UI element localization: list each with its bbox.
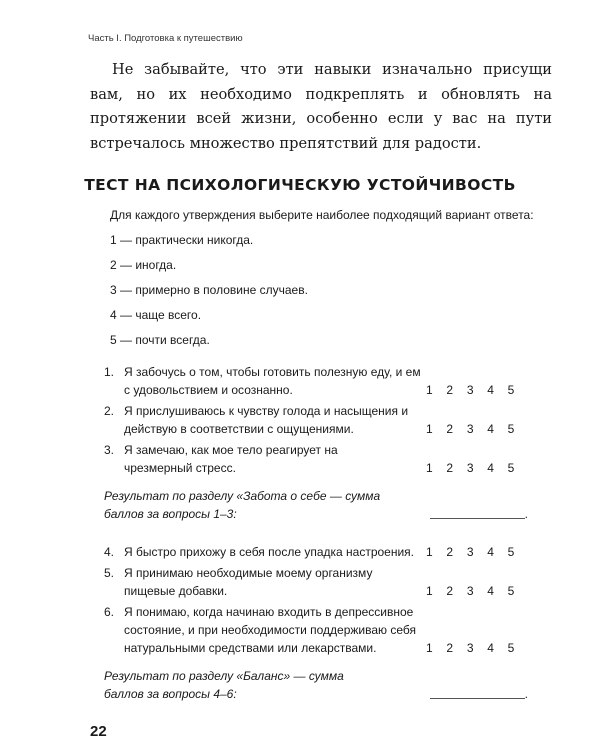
rating-3[interactable]: 3 bbox=[466, 461, 474, 475]
question-item bbox=[104, 603, 528, 657]
rating-scale bbox=[426, 639, 528, 657]
questions bbox=[104, 363, 528, 703]
question-item bbox=[104, 363, 528, 399]
rating-4[interactable]: 4 bbox=[487, 422, 494, 436]
question-text: Я прислушиваюсь к чувству голода и насыщения и действую в соответствии с ощущениями. bbox=[124, 404, 409, 436]
question-number: 6. bbox=[104, 605, 115, 619]
rating-3[interactable]: 3 bbox=[466, 584, 474, 598]
result-balance: Результат по разделу «Баланс» — сумма баллов за вопросы 4–6: bbox=[104, 669, 344, 701]
intro-paragraph: Не забывайте, что эти навыки изначально присущи вам, но их необходимо подкреплять и обновлять на протяжении всей жизни, особенно если у вас на пути встречалось множество препятствий для радости. bbox=[90, 61, 552, 152]
question-number: 3. bbox=[104, 443, 115, 457]
question-item bbox=[104, 441, 528, 477]
rating-1[interactable]: 1 bbox=[426, 641, 433, 655]
rating-3[interactable]: 3 bbox=[466, 641, 474, 655]
rating-2[interactable]: 2 bbox=[446, 584, 454, 598]
rating-2[interactable]: 2 bbox=[446, 641, 454, 655]
period: . bbox=[524, 687, 528, 701]
rating-5[interactable]: 5 bbox=[507, 584, 515, 598]
rating-2[interactable]: 2 bbox=[446, 383, 454, 397]
question-text: Я понимаю, когда начинаю входить в депрессивное состояние, и при необходимости поддерживаю себя натуральными средствами или лекарствами. bbox=[124, 605, 417, 655]
instruction: Для каждого утверждения выберите наиболее подходящий вариант ответа: bbox=[110, 208, 534, 222]
question-number: 5. bbox=[104, 566, 115, 580]
running-header: Часть I. Подготовка к путешествию bbox=[88, 33, 243, 44]
rating-scale bbox=[426, 543, 528, 561]
rating-scale bbox=[426, 381, 528, 399]
rating-4[interactable]: 4 bbox=[487, 545, 494, 559]
rating-5[interactable]: 5 bbox=[507, 383, 515, 397]
result-balance-blank[interactable] bbox=[430, 698, 525, 699]
rating-scale bbox=[426, 582, 528, 600]
rating-2[interactable]: 2 bbox=[446, 461, 454, 475]
question-text: Я принимаю необходимые моему организму пищевые добавки. bbox=[124, 566, 373, 598]
rating-4[interactable]: 4 bbox=[487, 461, 494, 475]
question-text: Я быстро прихожу в себя после упадка настроения. bbox=[124, 545, 414, 559]
option-1: 1 — практически никогда. bbox=[110, 233, 254, 247]
rating-scale bbox=[426, 459, 528, 477]
rating-3[interactable]: 3 bbox=[466, 383, 474, 397]
result-self-care: Результат по разделу «Забота о себе — сумма баллов за вопросы 1–3: bbox=[104, 489, 381, 521]
rating-1[interactable]: 1 bbox=[426, 383, 433, 397]
option-3: 3 — примерно в половине случаев. bbox=[110, 283, 308, 297]
period: . bbox=[524, 507, 528, 521]
result-self-care-row bbox=[104, 487, 528, 523]
rating-1[interactable]: 1 bbox=[426, 461, 433, 475]
question-item bbox=[104, 543, 528, 561]
rating-1[interactable]: 1 bbox=[426, 545, 433, 559]
option-2: 2 — иногда. bbox=[110, 258, 177, 272]
rating-5[interactable]: 5 bbox=[507, 461, 515, 475]
option-5: 5 — почти всегда. bbox=[110, 333, 210, 347]
question-number: 2. bbox=[104, 404, 115, 418]
rating-1[interactable]: 1 bbox=[426, 584, 433, 598]
question-item bbox=[104, 564, 528, 600]
test-title: ТЕСТ НА ПСИХОЛОГИЧЕСКУЮ УСТОЙЧИВОСТЬ bbox=[84, 176, 516, 194]
page-number: 22 bbox=[90, 723, 107, 740]
rating-scale bbox=[426, 420, 528, 438]
rating-3[interactable]: 3 bbox=[466, 422, 474, 436]
result-balance-row bbox=[104, 667, 528, 703]
question-text: Я забочусь о том, чтобы готовить полезную еду, и ем с удовольствием и осознанно. bbox=[124, 365, 421, 397]
rating-1[interactable]: 1 bbox=[426, 422, 433, 436]
rating-2[interactable]: 2 bbox=[446, 422, 454, 436]
question-text: Я замечаю, как мое тело реагирует на чрезмерный стресс. bbox=[124, 443, 338, 475]
rating-2[interactable]: 2 bbox=[446, 545, 454, 559]
question-number: 4. bbox=[104, 545, 115, 559]
rating-5[interactable]: 5 bbox=[507, 545, 515, 559]
question-number: 1. bbox=[104, 365, 115, 379]
rating-5[interactable]: 5 bbox=[507, 422, 515, 436]
question-item bbox=[104, 402, 528, 438]
rating-3[interactable]: 3 bbox=[466, 545, 474, 559]
rating-5[interactable]: 5 bbox=[507, 641, 515, 655]
rating-4[interactable]: 4 bbox=[487, 584, 494, 598]
result-self-care-blank[interactable] bbox=[430, 518, 525, 519]
rating-4[interactable]: 4 bbox=[487, 383, 494, 397]
option-4: 4 — чаще всего. bbox=[110, 308, 202, 322]
rating-4[interactable]: 4 bbox=[487, 641, 494, 655]
